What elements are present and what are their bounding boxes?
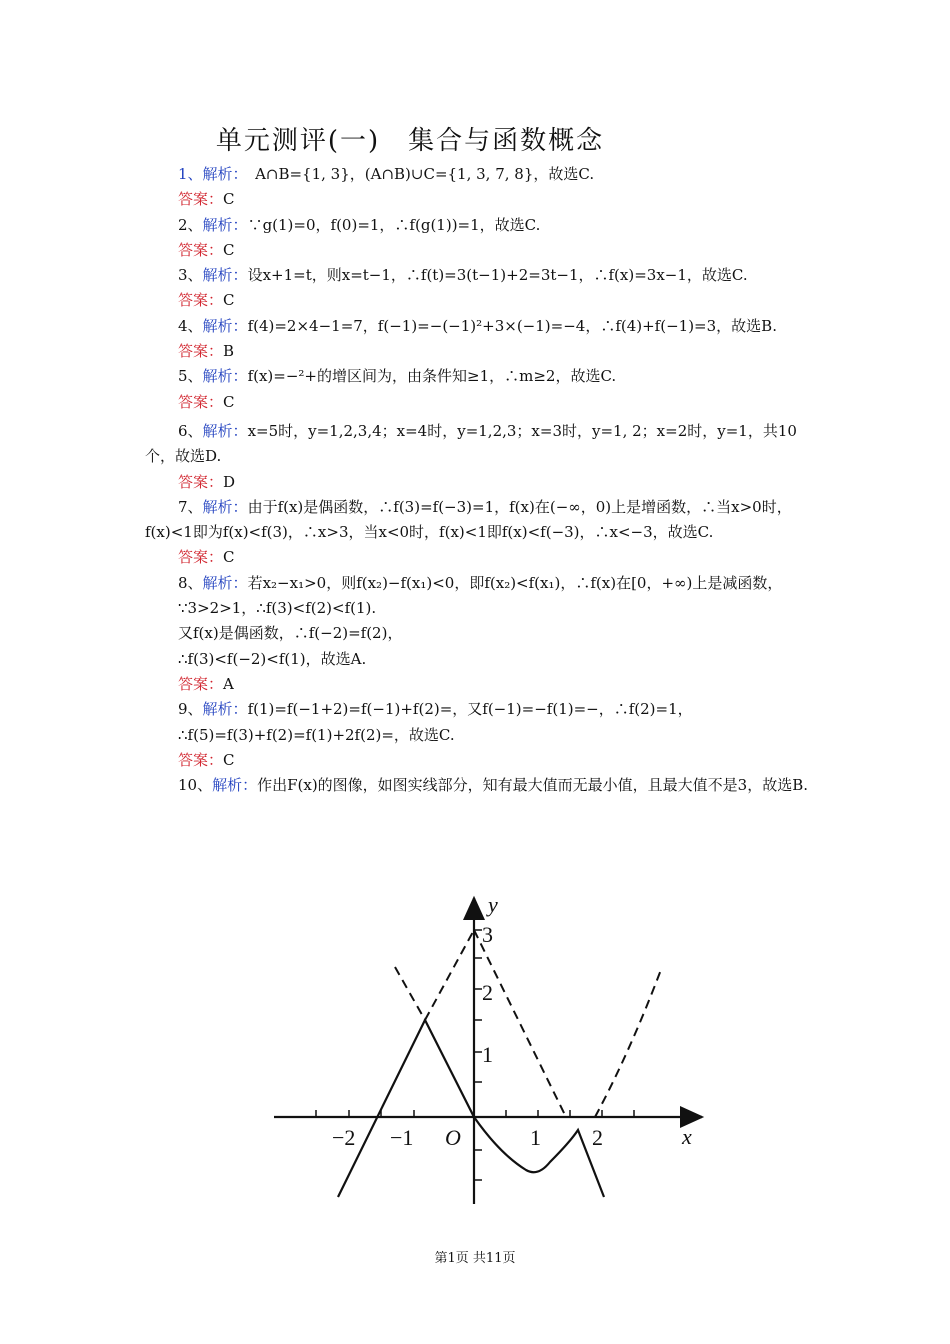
answer-9 xyxy=(145,748,810,773)
analysis-label: 解析： xyxy=(202,266,248,285)
answer-label: 答案： xyxy=(178,750,224,769)
analysis-text: 由于f(x)是偶函数，∴f(3)=f(−3)=1，f(x)在(−∞，0)上是增函数，∴当x>0时，f(x)<1即为f(x)<f(3)，∴x>3，当x<0时，f(x)<1即f(x)<f(−3)，∴x<−3，故选C. xyxy=(145,497,792,542)
problem-2 xyxy=(145,213,810,238)
analysis-label: 解析： xyxy=(202,367,248,386)
problem-number: 2、 xyxy=(178,215,203,234)
answer-label: 答案： xyxy=(178,291,224,310)
analysis-line: ∴f(5)=f(3)+f(2)=f(1)+2f(2)=，故选C. xyxy=(178,725,455,744)
analysis-label: 解析： xyxy=(202,573,248,592)
y-axis-label: y xyxy=(488,892,498,917)
answer-label: 答案： xyxy=(178,240,224,259)
answer-7 xyxy=(145,545,810,570)
problem-number: 5、 xyxy=(178,367,203,386)
page-title: 单元测评(一) 集合与函数概念 xyxy=(215,126,605,156)
answer-4 xyxy=(145,339,810,364)
analysis-text: A∩B={1, 3}，(A∩B)∪C={1, 3, 7, 8}，故选C. xyxy=(240,165,595,183)
problem-8 xyxy=(145,571,810,596)
analysis-label: 解析： xyxy=(202,497,248,516)
solutions xyxy=(145,162,810,798)
problem-number: 4、 xyxy=(178,316,203,335)
answer-6 xyxy=(145,470,810,495)
analysis-label: 解析： xyxy=(202,215,248,234)
problem-number: 7、 xyxy=(178,497,203,516)
dashed-line-peak-left xyxy=(425,930,474,1020)
problem-4 xyxy=(145,314,810,339)
analysis-label: 解析： xyxy=(212,776,258,795)
answer-label: 答案： xyxy=(178,190,224,209)
x-tick-label: 2 xyxy=(592,1125,603,1150)
answer-value: C xyxy=(223,190,235,209)
problem-5 xyxy=(145,364,810,389)
problem-7 xyxy=(145,495,810,546)
answer-value: C xyxy=(223,750,235,769)
problem-number: 10、 xyxy=(178,776,213,795)
answer-8 xyxy=(145,672,810,697)
answer-label: 答案： xyxy=(178,674,224,693)
page-footer: 第1页 共11页 xyxy=(434,1251,516,1266)
analysis-text: x=5时，y=1,2,3,4；x=4时，y=1,2,3；x=3时，y=1, 2；x=2时，y=1，共10个，故选D. xyxy=(145,421,797,466)
answer-label: 答案： xyxy=(178,548,224,567)
answer-value: C xyxy=(223,291,235,310)
answer-value: B xyxy=(223,342,235,361)
answer-value: C xyxy=(223,240,235,259)
y-tick-label: 2 xyxy=(482,980,493,1005)
analysis-text: 若x₂−x₁>0，则f(x₂)−f(x₁)<0，即f(x₂)<f(x₁)，∴f(x)在[0，+∞)上是减函数， xyxy=(247,573,783,592)
analysis-label: 解析： xyxy=(202,165,241,183)
analysis-line: 又f(x)是偶函数，∴f(−2)=f(2)， xyxy=(178,624,403,643)
answer-1 xyxy=(145,187,810,212)
problem-9 xyxy=(145,697,810,722)
answer-label: 答案： xyxy=(178,392,224,411)
x-tick-label: −2 xyxy=(332,1125,356,1150)
solid-curve xyxy=(338,1020,604,1197)
problem-number: 8、 xyxy=(178,573,203,592)
problem-number: 9、 xyxy=(178,700,203,719)
analysis-line: ∴f(3)<f(−2)<f(1)，故选A. xyxy=(178,649,367,668)
analysis-text: f(1)=f(−1+2)=f(−1)+f(2)=，又f(−1)=−f(1)=−，∴f(2)=1， xyxy=(247,700,693,719)
analysis-label: 解析： xyxy=(202,316,248,335)
analysis-label: 解析： xyxy=(202,700,248,719)
problem-3 xyxy=(145,263,810,288)
y-tick-label: 3 xyxy=(482,922,493,947)
answer-label: 答案： xyxy=(178,342,224,361)
answer-3 xyxy=(145,288,810,313)
dashed-line-left-part xyxy=(395,967,425,1020)
x-axis-label: x xyxy=(682,1124,692,1149)
analysis-text: f(x)=−²+的增区间为，由条件知≥1，∴m≥2，故选C. xyxy=(247,367,617,386)
analysis-text: 作出F(x)的图像，如图实线部分，知有最大值而无最小值，且最大值不是3，故选B. xyxy=(257,776,809,795)
dashed-line-right-part xyxy=(474,930,566,1117)
answer-value: C xyxy=(223,392,235,411)
x-tick-label: 1 xyxy=(530,1125,541,1150)
answer-value: C xyxy=(223,548,235,567)
dashed-parabola-right xyxy=(595,967,662,1117)
problem-number: 1、 xyxy=(178,165,203,183)
origin-label: O xyxy=(445,1125,461,1150)
problem-number: 6、 xyxy=(178,421,203,440)
answer-value: A xyxy=(223,674,234,693)
problem-number: 3、 xyxy=(178,266,203,285)
answer-value: D xyxy=(223,472,236,491)
analysis-text: 设x+1=t，则x=t−1，∴f(t)=3(t−1)+2=3t−1，∴f(x)=3x−1，故选C. xyxy=(247,266,748,285)
analysis-text: f(4)=2×4−1=7，f(−1)=−(−1)²+3×(−1)=−4，∴f(4)+f(−1)=3，故选B. xyxy=(247,316,777,335)
answer-2 xyxy=(145,238,810,263)
answer-5 xyxy=(145,390,810,415)
problem-10 xyxy=(145,773,810,798)
y-tick-label: 1 xyxy=(482,1042,493,1067)
x-tick-label: −1 xyxy=(390,1125,414,1150)
analysis-label: 解析： xyxy=(202,421,248,440)
analysis-line: ∵3>2>1，∴f(3)<f(2)<f(1). xyxy=(178,599,377,618)
function-graph xyxy=(270,892,720,1204)
answer-label: 答案： xyxy=(178,472,224,491)
problem-6 xyxy=(145,419,810,470)
analysis-text: ∵g(1)=0，f(0)=1，∴f(g(1))=1，故选C. xyxy=(247,215,541,234)
problem-1 xyxy=(145,162,810,187)
